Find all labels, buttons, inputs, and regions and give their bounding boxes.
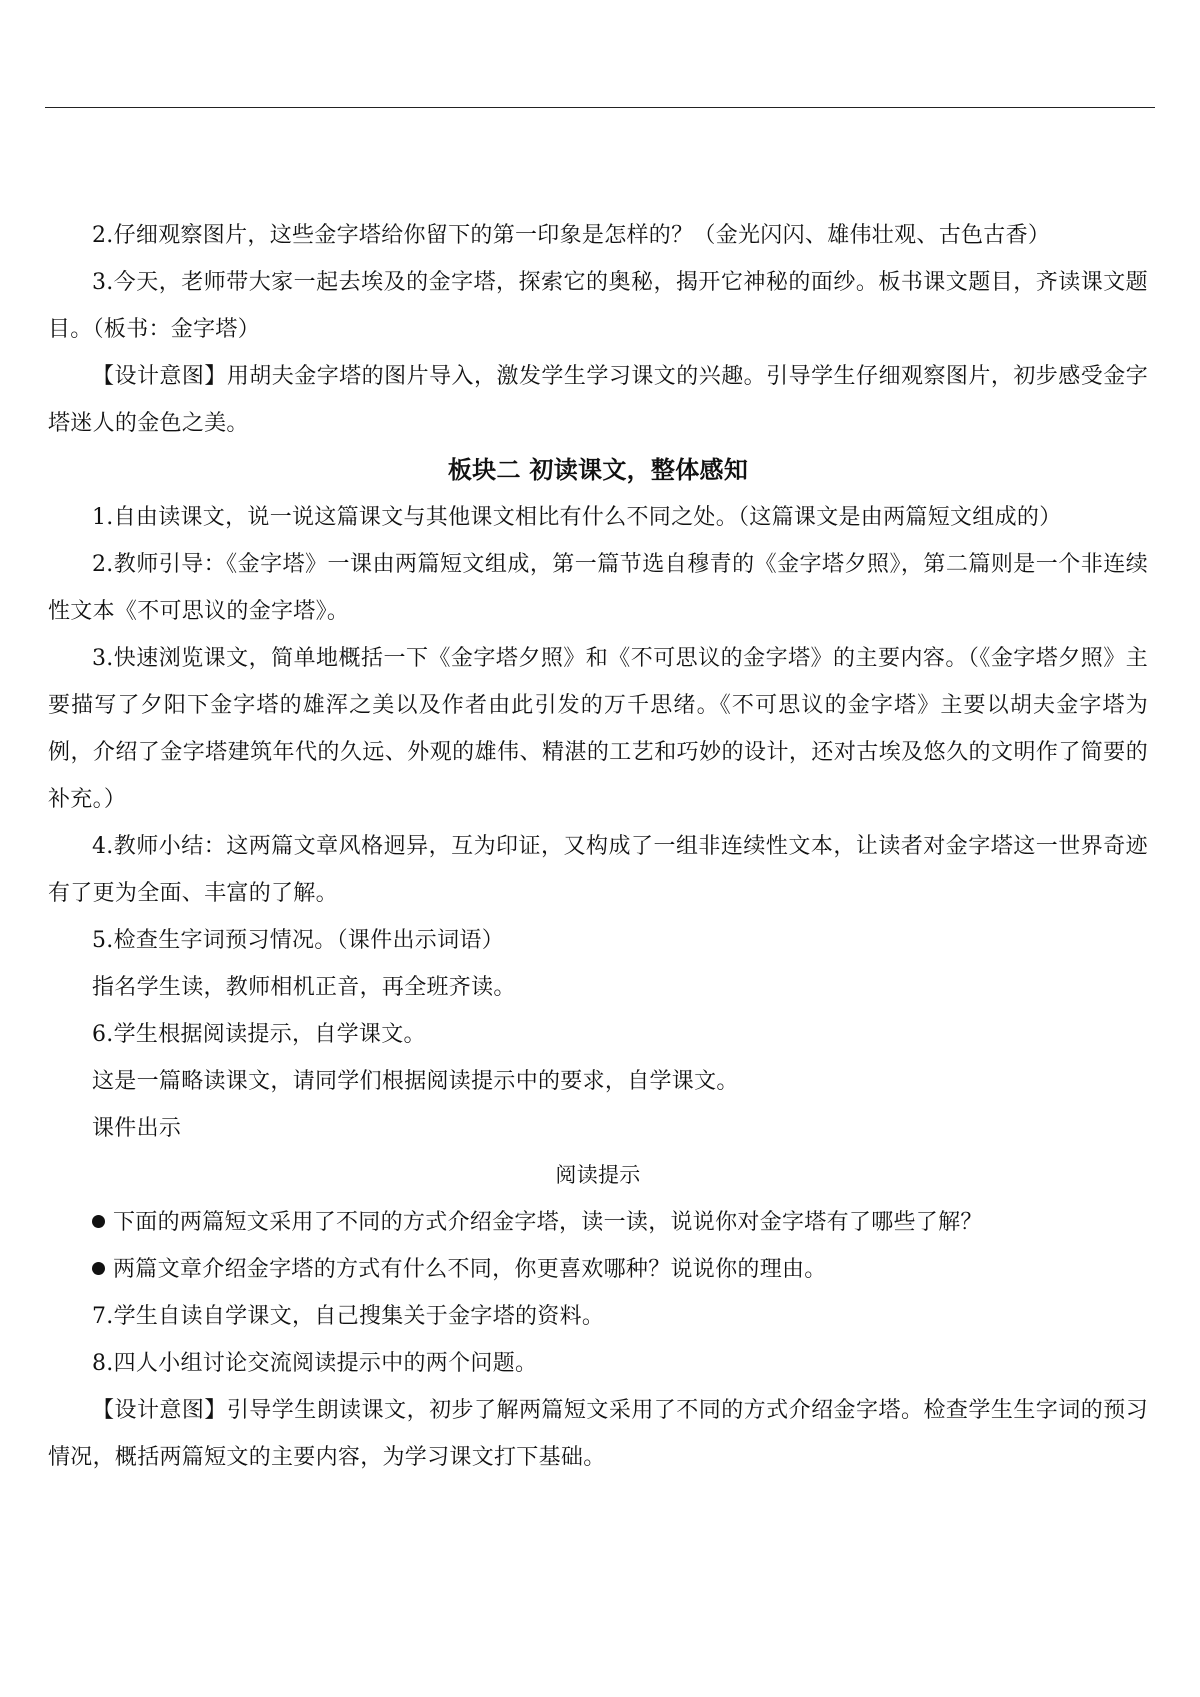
section2-step-3: 3.快速浏览课文，简单地概括一下《金字塔夕照》和《不可思议的金字塔》的主要内容。（《金字塔夕照》主要描写了夕阳下金字塔的雄浑之美以及作者由此引发的万千思绪。《不可思议的金字塔》主要以胡夫金字塔为例，介绍了金字塔建筑年代的久远、外观的雄伟、精湛的工艺和巧妙的设计，还对古埃及悠久的文明作了简要的补充。）: [48, 646, 1148, 812]
document-body: [48, 212, 1148, 1481]
section2-step-6: 6.学生根据阅读提示，自学课文。: [92, 1022, 426, 1047]
section2-step-6-note: 这是一篇略读课文，请同学们根据阅读提示中的要求，自学课文。: [92, 1069, 739, 1094]
reading-tip-item: [48, 1199, 1148, 1246]
section2-step-8: 8.四人小组讨论交流阅读提示中的两个问题。: [92, 1351, 538, 1376]
section2-step-1: 1.自由读课文，说一说这篇课文与其他课文相比有什么不同之处。（这篇课文是由两篇短文组成的）: [92, 505, 1062, 530]
section2-step-5-note: 指名学生读，教师相机正音，再全班齐读。: [92, 975, 516, 1000]
step-3-paragraph: 3.今天，老师带大家一起去埃及的金字塔，探索它的奥秘，揭开它神秘的面纱。板书课文题目，齐读课文题目。（板书：金字塔）: [48, 270, 1148, 342]
section2-step-7: 7.学生自读自学课文，自己搜集关于金字塔的资料。: [92, 1304, 605, 1329]
reading-tip-text: 下面的两篇短文采用了不同的方式介绍金字塔，读一读，说说你对金字塔有了哪些了解？: [113, 1210, 983, 1235]
header-rule: [45, 107, 1155, 108]
reading-tip-item: [48, 1246, 1148, 1293]
section2-step-4: 4.教师小结：这两篇文章风格迥异，互为印证，又构成了一组非连续性文本，让读者对金字塔这一世界奇迹有了更为全面、丰富的了解。: [48, 834, 1148, 906]
section-heading: 板块二 初读课文，整体感知: [447, 456, 749, 484]
section2-step-5: 5.检查生字词预习情况。（课件出示词语）: [92, 928, 504, 953]
step-2-paragraph: 2.仔细观察图片，这些金字塔给你留下的第一印象是怎样的？（金光闪闪、雄伟壮观、古色古香）: [92, 223, 1051, 248]
section2-design-intent: 【设计意图】引导学生朗读课文，初步了解两篇短文采用了不同的方式介绍金字塔。检查学生生字词的预习情况，概括两篇短文的主要内容，为学习课文打下基础。: [48, 1398, 1148, 1470]
reading-tips-title: 阅读提示: [555, 1163, 641, 1187]
courseware-label: 课件出示: [92, 1116, 182, 1141]
bullet-dot-icon: [92, 1262, 105, 1275]
section2-step-2: 2.教师引导：《金字塔》一课由两篇短文组成，第一篇节选自穆青的《金字塔夕照》，第二篇则是一个非连续性文本《不可思议的金字塔》。: [48, 552, 1148, 624]
reading-tip-text: 两篇文章介绍金字塔的方式有什么不同，你更喜欢哪种？说说你的理由。: [113, 1257, 827, 1282]
bullet-dot-icon: [92, 1215, 105, 1228]
design-intent-paragraph: 【设计意图】用胡夫金字塔的图片导入，激发学生学习课文的兴趣。引导学生仔细观察图片，初步感受金字塔迷人的金色之美。: [48, 364, 1148, 436]
